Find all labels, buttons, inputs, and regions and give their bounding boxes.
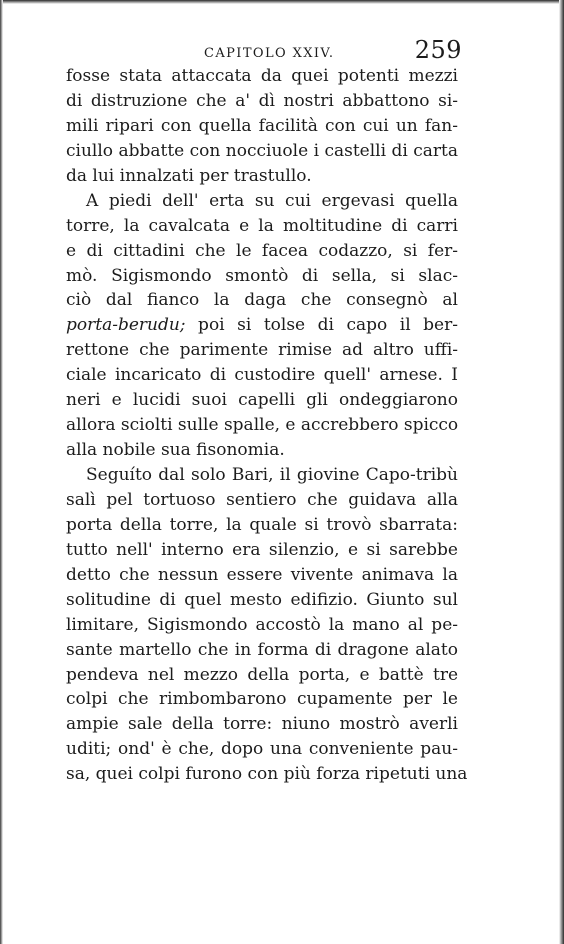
text-segment: ampie sale della torre: niuno mostrò averli [66,714,458,735]
text-line [66,588,458,613]
text-line [66,363,458,388]
text-segment: poi si tolse di capo il ber- [185,315,458,336]
scan-edge-top [0,0,564,4]
text-line [66,214,458,239]
text-segment: porta della torre, la quale si trovò sbarrata: [66,514,458,535]
text-line [66,513,458,538]
text-line [66,663,458,688]
text-segment: limitare, Sigismondo accostò la mano al pe- [66,614,458,635]
text-segment: di distruzione che a' dì nostri abbattono si- [66,90,458,111]
text-line [66,438,458,463]
text-line [66,687,458,712]
text-line [66,288,458,313]
text-line [66,264,458,289]
text-line [66,189,458,214]
text-segment: A piedi dell' erta su cui ergevasi quella [86,190,458,211]
text-segment: Seguíto dal solo Bari, il giovine Capo-tribù [86,465,458,485]
text-line [66,313,458,338]
text-segment: mili ripari con quella facilità con cui un fan- [66,115,458,136]
text-line [66,388,458,413]
text-segment: uditi; ond' è che, dopo una conveniente pau- [66,739,458,760]
text-line [66,338,458,363]
italic-term: porta-berudu; [66,315,186,336]
text-segment: neri e lucidi suoi capelli gli ondeggiarono [66,390,458,411]
text-line [66,463,458,488]
text-line [66,64,458,89]
text-line [66,563,458,588]
text-segment: tutto nell' interno era silenzio, e si sarebbe [66,539,458,560]
text-line [66,712,458,737]
running-head: CAPITOLO XXIV. [204,46,335,61]
text-segment: sa, quei colpi furono con più forza ripetuti una [66,764,468,785]
text-line [66,762,468,787]
text-line [66,538,458,563]
text-segment: allora sciolti sulle spalle, e accrebbero spicco [66,415,459,436]
text-line [66,413,458,438]
text-line [66,737,458,762]
text-segment: torre, la cavalcata e la moltitudine di carri [66,215,458,236]
text-segment: solitudine di quel mesto edifizio. Giunto sul [66,589,458,610]
text-segment: alla nobile sua fisonomia. [66,440,285,461]
text-line [66,638,458,663]
text-line [66,89,458,114]
text-line [66,239,458,264]
text-segment: fosse stata attaccata da quei potenti mezzi [66,66,458,86]
text-segment: ciullo abbatte con nocciuole i castelli di carta [66,140,458,161]
body-text [66,64,468,787]
scan-edge-right [559,0,564,944]
text-segment: e di cittadini che le facea codazzo, si fer- [66,240,458,261]
text-segment: da lui innalzati per trastullo. [66,165,312,186]
text-segment: pendeva nel mezzo della porta, e battè tre [66,664,458,685]
text-line [66,488,458,513]
text-segment: ciale incaricato di custodire quell' arnese. I [66,365,458,386]
text-line [66,114,458,139]
text-segment: salì pel tortuoso sentiero che guidava alla [66,489,458,510]
text-segment: rettone che parimente rimise ad altro uffi- [66,340,458,361]
page-number: 259 [414,36,462,64]
text-segment: sante martello che in forma di dragone alato [66,639,458,660]
text-segment: mò. Sigismondo smontò di sella, si slac- [66,265,458,286]
scan-edge-left [0,0,3,944]
text-line [66,139,458,164]
text-line [66,613,458,638]
text-segment: ciò dal fianco la daga che consegnò al [66,290,458,311]
text-line [66,164,458,189]
text-segment: colpi che rimbombarono cupamente per le [66,689,458,710]
text-segment: detto che nessun essere vivente animava la [66,564,458,585]
